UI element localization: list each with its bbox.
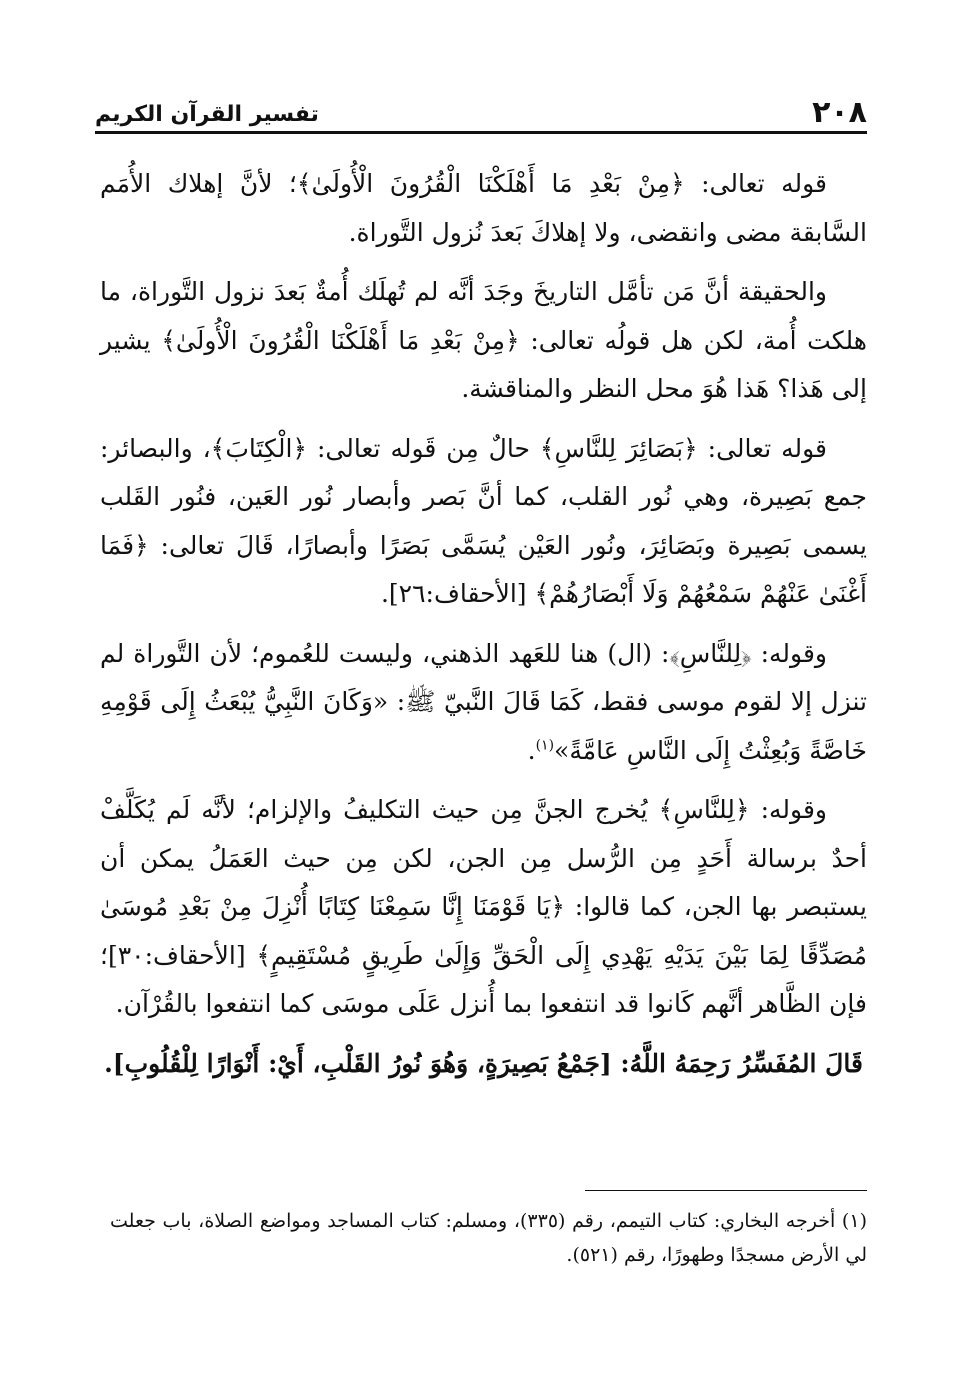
paragraph-text: وقوله: ﴿لِلنَّاسِ﴾: (ال) هنا للعَهد الذهني، وليست للعُموم؛ لأن التَّوراة لم تنزل إلا لقوم موسى فقط، كَمَا قَالَ النَّبيّ ﷺ: «وَكَانَ النَّبِيُّ يُبْعَثُ إِلَى قَوْمِهِ خَاصَّةً وَبُعِثْتُ إِلَى النَّاسِ عَامَّةً» xyxy=(100,638,867,765)
paragraph: قوله تعالى: ﴿بَصَائِرَ لِلنَّاسِ﴾ حالٌ مِن قَوله تعالى: ﴿الْكِتَابَ﴾، والبصائر: جمع بَصِيرة، وهي نُور القلب، كما أنَّ بَصر وأبصار نُور العَين، فنُور القَلب يسمى بَصِيرة وبَصَائِرَ، ونُور العَيْن يُسَمَّى بَصَرًا وأبصارًا، قَالَ تعالى: ﴿فَمَا أَغْنَىٰ عَنْهُمْ سَمْعُهُمْ وَلَا أَبْصَارُهُمْ﴾ [الأحقاف:٢٦]. xyxy=(100,433,867,608)
book-title: تفسير القرآن الكريم xyxy=(95,102,319,127)
footnote-reference[interactable]: (١) xyxy=(535,737,555,754)
page-header xyxy=(95,88,867,128)
footnotes xyxy=(110,1204,867,1272)
paragraph-end: . xyxy=(527,735,536,765)
paragraph-with-footnote xyxy=(100,630,867,776)
footnote: (١) أخرجه البخاري: كتاب التيمم، رقم (٣٣٥)، ومسلم: كتاب المساجد ومواضع الصلاة، باب جعلت لي الأرض مسجدًا وطهورًا، رقم (٥٢١). xyxy=(110,1210,867,1266)
commentator-quote: قَالَ المُفَسِّرُ رَحِمَهُ اللَّهُ: [جَمْعُ بَصِيرَةٍ، وَهُوَ نُورُ القَلْبِ، أَيْ: أَنْوَارًا لِلْقُلُوبِ]. xyxy=(104,1048,863,1078)
footnote-divider xyxy=(585,1190,867,1191)
page-number: ٢٠٨ xyxy=(812,95,867,130)
header-divider xyxy=(95,131,867,134)
main-text xyxy=(100,160,867,1099)
paragraph: وقوله: ﴿لِلنَّاسِ﴾ يُخرج الجنَّ مِن حيث التكليفُ والإلزام؛ لأنَّه لَم يُكَلَّفْ أحدٌ برسالة أَحَدٍ مِن الرُّسل مِن الجن، لكن مِن حيث العَمَلُ يمكن أن يستبصر بها الجن، كما قالوا: ﴿يَا قَوْمَنَا إِنَّا سَمِعْنَا كِتَابًا أُنْزِلَ مِنْ بَعْدِ مُوسَىٰ مُصَدِّقًا لِمَا بَيْنَ يَدَيْهِ يَهْدِي إِلَى الْحَقِّ وَإِلَىٰ طَرِيقٍ مُسْتَقِيمٍ﴾ [الأحقاف:٣٠]؛ فإن الظَّاهر أنَّهم كَانوا قد انتفعوا بما أُنزل عَلَى موسَى كما انتفعوا بالقُرْآن. xyxy=(100,795,867,1018)
paragraph: والحقيقة أنَّ مَن تأمَّل التاريخَ وجَدَ أنَّه لم تُهلَك أُمةٌ بَعدَ نزول التَّوراة، ما هلكت أُمة، لكن هل قولُه تعالى: ﴿مِنْ بَعْدِ مَا أَهْلَكْنَا الْقُرُونَ الْأُولَىٰ﴾ يشير إلى هَذا؟ هَذا هُوَ محل النظر والمناقشة. xyxy=(100,277,867,403)
paragraph: قوله تعالى: ﴿مِنْ بَعْدِ مَا أَهْلَكْنَا الْقُرُونَ الْأُولَىٰ﴾؛ لأنَّ إهلاك الأُمَم السَّابقة مضى وانقضى، ولا إهلاكَ بَعدَ نُزول التَّوراة. xyxy=(100,169,867,247)
